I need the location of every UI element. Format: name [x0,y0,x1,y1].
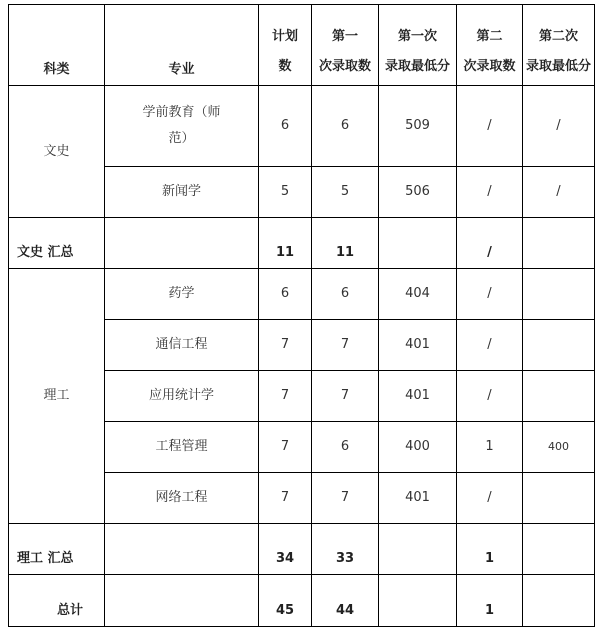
plan-cell: 7 [259,473,312,524]
plan-cell: 7 [259,422,312,473]
subtotal-label: 理工 汇总 [9,524,105,575]
major-cell: 新闻学 [105,167,259,218]
second-min-cell [523,371,595,422]
second-min-cell: 400 [523,422,595,473]
header-second-count-line2: 次录取数 [463,59,516,74]
first-count-cell: 7 [312,320,379,371]
header-second-min [523,5,595,86]
subtotal-major-blank [105,218,259,269]
total-label: 总计 [9,575,105,627]
first-min-cell: 404 [379,269,457,320]
first-count-cell: 6 [312,269,379,320]
header-major: 专业 [105,5,259,86]
second-count-cell: / [457,269,523,320]
second-min-cell: / [523,167,595,218]
plan-cell: 5 [259,167,312,218]
admissions-table [8,4,595,627]
second-min-cell [523,320,595,371]
major-cell: 工程管理 [105,422,259,473]
first-count-cell: 6 [312,422,379,473]
first-min-cell: 506 [379,167,457,218]
subtotal-first-min [379,524,457,575]
header-second-min-line1: 第二次 [538,29,578,44]
subtotal-major-blank [105,524,259,575]
second-min-cell [523,473,595,524]
major-line2: 范） [168,131,195,146]
subtotal-second-count: / [457,218,523,269]
first-min-cell: 400 [379,422,457,473]
plan-cell: 7 [259,371,312,422]
plan-cell: 6 [259,86,312,167]
header-first-min-line2: 录取最低分 [384,59,450,74]
second-min-cell [523,269,595,320]
first-count-cell: 6 [312,86,379,167]
first-count-cell: 7 [312,473,379,524]
first-min-cell: 401 [379,473,457,524]
subtotal-second-count: 1 [457,524,523,575]
total-major-blank [105,575,259,627]
header-first-count-line1: 第一 [331,29,358,44]
second-count-cell: / [457,371,523,422]
header-plan-line1: 计划 [271,29,298,44]
header-plan [259,5,312,86]
header-first-count-line2: 次录取数 [318,59,371,74]
second-count-cell: / [457,473,523,524]
total-row [9,575,595,627]
first-min-cell: 509 [379,86,457,167]
table-row [9,269,595,320]
subtotal-first-min [379,218,457,269]
table-row [9,86,595,167]
second-count-cell: / [457,167,523,218]
header-first-min-line1: 第一次 [397,29,437,44]
subtotal-row [9,218,595,269]
header-first-count [312,5,379,86]
subtotal-label: 文史 汇总 [9,218,105,269]
major-cell: 应用统计学 [105,371,259,422]
first-min-cell: 401 [379,320,457,371]
total-second-min [523,575,595,627]
category-cell: 文史 [9,86,105,218]
total-plan: 45 [259,575,312,627]
first-count-cell: 5 [312,167,379,218]
second-count-cell: 1 [457,422,523,473]
subtotal-plan: 11 [259,218,312,269]
second-count-cell: / [457,86,523,167]
header-category: 科类 [9,5,105,86]
category-cell: 理工 [9,269,105,524]
header-second-count [457,5,523,86]
total-first-min [379,575,457,627]
header-plan-line2: 数 [278,59,292,74]
major-cell: 网络工程 [105,473,259,524]
major-cell [105,86,259,167]
major-line1: 学前教育（师 [142,105,221,120]
first-count-cell: 7 [312,371,379,422]
subtotal-second-min [523,524,595,575]
total-first-count: 44 [312,575,379,627]
subtotal-row [9,524,595,575]
header-second-count-line1: 第二 [476,29,503,44]
subtotal-first-count: 33 [312,524,379,575]
subtotal-first-count: 11 [312,218,379,269]
second-count-cell: / [457,320,523,371]
header-second-min-line2: 录取最低分 [525,59,591,74]
major-cell: 药学 [105,269,259,320]
plan-cell: 6 [259,269,312,320]
second-min-cell: / [523,86,595,167]
header-first-min [379,5,457,86]
major-cell: 通信工程 [105,320,259,371]
plan-cell: 7 [259,320,312,371]
header-row [9,5,595,86]
subtotal-plan: 34 [259,524,312,575]
subtotal-second-min [523,218,595,269]
total-second-count: 1 [457,575,523,627]
first-min-cell: 401 [379,371,457,422]
